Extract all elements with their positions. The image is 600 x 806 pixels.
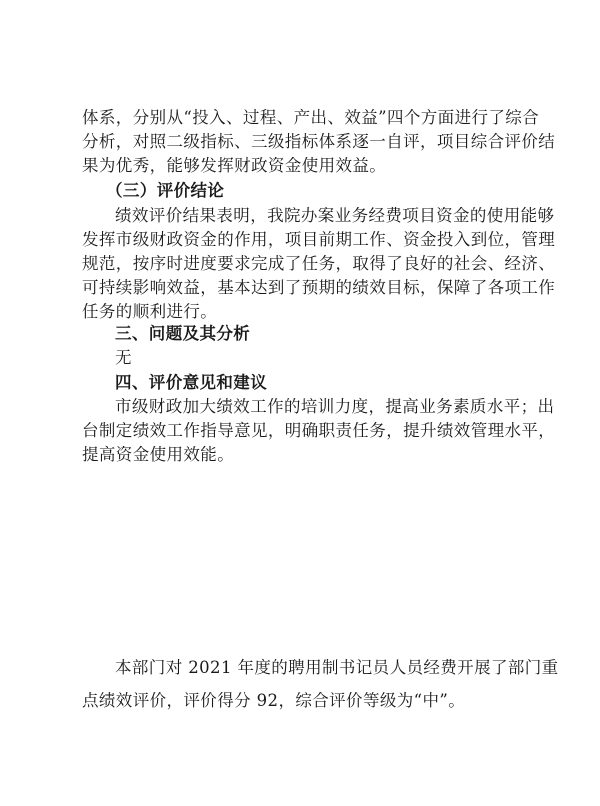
section-heading-suggestions: 四、评价意见和建议 xyxy=(115,373,268,392)
section-heading-problems: 三、问题及其分析 xyxy=(115,324,251,343)
paragraph-line: 分析，对照二级指标、三级指标体系逐一自评，项目综合评价结 xyxy=(82,132,556,151)
paragraph-line: 规范，按序时进度要求完成了任务，取得了良好的社会、经济、 xyxy=(82,254,556,273)
section-heading-conclusion: （三）评价结论 xyxy=(106,181,225,200)
paragraph-line: 本部门对 2021 年度的聘用制书记员人员经费开展了部门重 xyxy=(115,658,559,677)
problems-text: 无 xyxy=(115,348,132,367)
paragraph-line: 提高资金使用效能。 xyxy=(82,445,235,464)
paragraph-line: 果为优秀，能够发挥财政资金使用效益。 xyxy=(82,156,387,175)
paragraph-line: 市级财政加大绩效工作的培训力度，提高业务素质水平；出 xyxy=(115,397,555,416)
paragraph-line: 发挥市级财政资金的作用，项目前期工作、资金投入到位，管理 xyxy=(82,230,556,249)
paragraph-line: 台制定绩效工作指导意见，明确职责任务，提升绩效管理水平， xyxy=(82,421,556,440)
paragraph-line: 绩效评价结果表明，我院办案业务经费项目资金的使用能够 xyxy=(115,206,555,225)
paragraph-line: 任务的顺利进行。 xyxy=(82,302,218,321)
paragraph-line: 点绩效评价，评价得分 92，综合评价等级为“中”。 xyxy=(82,691,466,710)
paragraph-line: 可持续影响效益，基本达到了预期的绩效目标，保障了各项工作 xyxy=(82,278,556,297)
paragraph-line: 体系，分别从“投入、过程、产出、效益”四个方面进行了综合 xyxy=(82,108,540,127)
